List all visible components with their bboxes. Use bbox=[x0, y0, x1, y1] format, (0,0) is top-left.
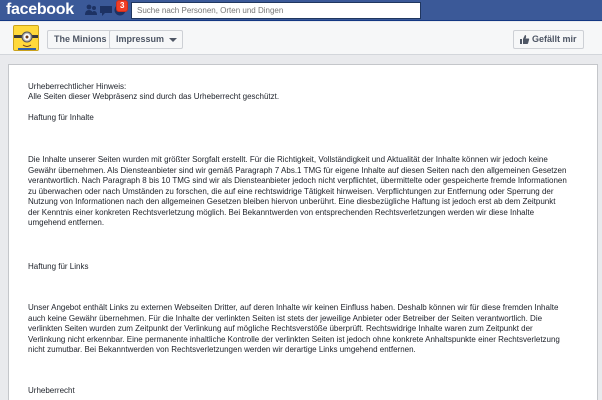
page-avatar[interactable] bbox=[13, 25, 39, 51]
copyright-notice-heading: Urheberrechtlicher Hinweis: bbox=[28, 82, 127, 91]
top-navigation-bar bbox=[0, 0, 602, 21]
friend-requests-icon[interactable] bbox=[84, 3, 98, 17]
link-liability-paragraph bbox=[28, 303, 588, 356]
section-heading-link-liability: Haftung für Links bbox=[28, 262, 89, 271]
like-label: Gefällt mir bbox=[532, 34, 577, 44]
paragraph-line: zu überwachen oder nach Umständen zu forschen, die auf eine rechtswidrige Tätigkeit hinweisen. Verpflichtungen zur Entfernung oder Sperrung der bbox=[28, 186, 554, 196]
notification-count-badge: 3 bbox=[116, 0, 128, 12]
paragraph-line: nicht zumutbar. Bei Bekanntwerden von Rechtsverletzungen werden wir derartige Links umgehend entfernen. bbox=[28, 345, 416, 354]
chevron-down-icon bbox=[169, 38, 177, 42]
paragraph-line: Gewähr übernehmen. Als Diensteanbieter sind wir gemäß Paragraph 7 Abs.1 TMG für eigene Inhalte auf diesen Seiten nach den allgemeinen Gesetzen bbox=[28, 165, 567, 175]
thumbs-up-icon bbox=[519, 34, 530, 45]
paragraph-line: umgehend entfernen. bbox=[28, 218, 105, 227]
like-button[interactable] bbox=[513, 30, 584, 49]
section-heading-content-liability: Haftung für Inhalte bbox=[28, 113, 94, 122]
paragraph-line: Nutzung von Informationen nach den allgemeinen Gesetzen bleiben hiervon unberührt. Eine diesbezügliche Haftung ist jedoch erst ab dem Zeitpunkt bbox=[28, 197, 556, 206]
messages-icon[interactable] bbox=[99, 3, 113, 17]
minion-avatar-icon bbox=[14, 26, 39, 51]
paragraph-line: verantwortlich. Nach Paragraph 8 bis 10 TMG sind wir als Diensteanbieter jedoch nicht verpflichtet, übermittelte oder gespeicherte fremde Informationen bbox=[28, 176, 567, 185]
search-input[interactable]: Suche nach Personen, Orten und Dingen bbox=[131, 2, 421, 19]
paragraph-line: verlinkten Seiten wurden zum Zeitpunkt der Verlinkung auf mögliche Rechtsverstöße überprüft. Rechtswidrige Inhalte waren zum Zeitpunkt der bbox=[28, 324, 533, 333]
content-liability-paragraph bbox=[28, 155, 588, 229]
copyright-notice-text: Alle Seiten dieser Webpräsenz sind durch das Urheberrecht geschützt. bbox=[28, 92, 280, 101]
page-name-button[interactable]: The Minions bbox=[47, 30, 114, 49]
facebook-logo[interactable]: facebook bbox=[6, 1, 74, 18]
paragraph-line: auch keine Gewähr übernehmen. Für die Inhalte der verlinkten Seiten ist stets der jeweilige Anbieter oder Betreiber der Seiten verantwortlich. Die bbox=[28, 313, 543, 323]
paragraph-line: Unser Angebot enthält Links zu externen Webseiten Dritter, auf deren Inhalte wir keinen Einfluss haben. Deshalb können wir für diese fremden Inhalte bbox=[28, 303, 559, 312]
paragraph-line: Die Inhalte unserer Seiten wurden mit größter Sorgfalt erstellt. Für die Richtigkeit, Vollständigkeit und Aktualität der Inhalte können wir jedoch keine bbox=[28, 155, 548, 164]
tab-impressum-label: Impressum bbox=[116, 34, 165, 44]
impressum-content bbox=[8, 64, 598, 400]
paragraph-line: Verlinkung nicht erkennbar. Eine permanente inhaltliche Kontrolle der verlinkten Seiten ist jedoch ohne konkrete Anhaltspunkte einer Rechtsverletzung bbox=[28, 334, 560, 344]
tab-impressum-dropdown[interactable] bbox=[109, 30, 183, 49]
paragraph-line: der Kenntnis einer konkreten Rechtsverletzung möglich. Bei Bekanntwerden von entsprechenden Rechtsverletzungen werden wir diese Inhalte bbox=[28, 207, 535, 217]
section-heading-copyright: Urheberrecht bbox=[28, 386, 75, 395]
